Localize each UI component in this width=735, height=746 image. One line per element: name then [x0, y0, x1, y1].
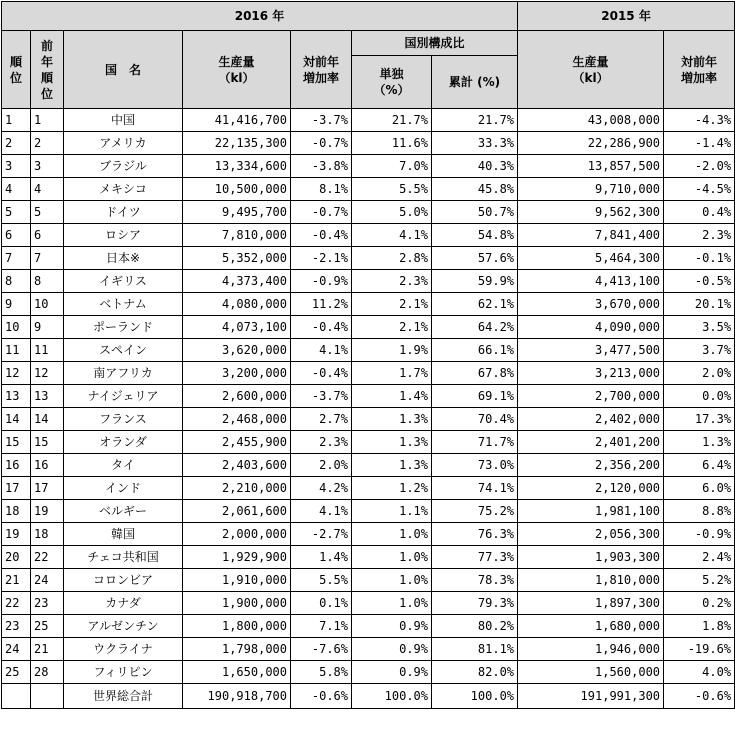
cumulative-share-cell: 70.4%: [432, 408, 518, 431]
country-name-cell: コロンビア: [64, 569, 183, 592]
single-share-cell: 1.0%: [352, 569, 432, 592]
yoy-2016-cell: 8.1%: [291, 178, 352, 201]
yoy-2016-cell: -2.1%: [291, 247, 352, 270]
cumulative-share-cell: 69.1%: [432, 385, 518, 408]
production-2015-header-label: 生産量（kl）: [572, 54, 609, 85]
country-name-cell: フランス: [64, 408, 183, 431]
yoy-2016-cell: -0.9%: [291, 270, 352, 293]
total-row: [2, 684, 735, 709]
production-2015-cell: 22,286,900: [518, 132, 664, 155]
production-2015-cell: 3,670,000: [518, 293, 664, 316]
yoy-2016-cell: 5.5%: [291, 569, 352, 592]
yoy-2016-cell: -3.7%: [291, 385, 352, 408]
yoy-2015-cell: 1.8%: [664, 615, 735, 638]
table-row: [2, 316, 735, 339]
prev-rank-cell: 19: [31, 500, 64, 523]
prev-rank-cell: 3: [31, 155, 64, 178]
yoy-2015-cell: 3.5%: [664, 316, 735, 339]
production-2015-cell: 3,213,000: [518, 362, 664, 385]
cumulative-share-cell: 79.3%: [432, 592, 518, 615]
country-name-cell: 中国: [64, 109, 183, 132]
table-row: [2, 247, 735, 270]
single-share-cell: 1.3%: [352, 408, 432, 431]
cumulative-share-cell: 64.2%: [432, 316, 518, 339]
rank-cell: 19: [2, 523, 31, 546]
production-2016-cell: 2,468,000: [183, 408, 291, 431]
yoy-2016-cell: -0.7%: [291, 201, 352, 224]
table-row: [2, 615, 735, 638]
production-2016-header-label: 生産量（kl）: [218, 54, 255, 85]
rank-cell: 10: [2, 316, 31, 339]
prev-rank-cell: 10: [31, 293, 64, 316]
rank-cell: 18: [2, 500, 31, 523]
production-2015-cell: 1,560,000: [518, 661, 664, 684]
rank-cell: 16: [2, 454, 31, 477]
production-2015-cell: 1,680,000: [518, 615, 664, 638]
rank-cell: 15: [2, 431, 31, 454]
production-2015-cell: 43,008,000: [518, 109, 664, 132]
total-cumulative-share: 100.0%: [432, 684, 518, 709]
production-2016-cell: 1,800,000: [183, 615, 291, 638]
single-share-cell: 2.1%: [352, 316, 432, 339]
country-name-cell: チェコ共和国: [64, 546, 183, 569]
production-2015-cell: 1,897,300: [518, 592, 664, 615]
country-name-cell: カナダ: [64, 592, 183, 615]
yoy-2016-cell: -2.7%: [291, 523, 352, 546]
production-2016-cell: 22,135,300: [183, 132, 291, 155]
yoy-2016-cell: 7.1%: [291, 615, 352, 638]
yoy-2015-cell: -4.3%: [664, 109, 735, 132]
prev-rank-cell: 21: [31, 638, 64, 661]
country-name-cell: インド: [64, 477, 183, 500]
production-2015-cell: 7,841,400: [518, 224, 664, 247]
yoy-2016-cell: 4.1%: [291, 500, 352, 523]
yoy-2015-cell: 2.4%: [664, 546, 735, 569]
production-2015-cell: 2,356,200: [518, 454, 664, 477]
cumulative-share-cell: 71.7%: [432, 431, 518, 454]
yoy-2015-cell: 1.3%: [664, 431, 735, 454]
production-2016-cell: 4,073,100: [183, 316, 291, 339]
yoy-2015-cell: -0.5%: [664, 270, 735, 293]
production-2016-cell: 7,810,000: [183, 224, 291, 247]
cumulative-share-cell: 82.0%: [432, 661, 518, 684]
single-share-cell: 1.0%: [352, 592, 432, 615]
table-row: [2, 224, 735, 247]
single-share-cell: 0.9%: [352, 615, 432, 638]
year-2016-header: 2016 年: [2, 2, 518, 31]
single-share-header: [352, 56, 432, 109]
production-2016-cell: 10,500,000: [183, 178, 291, 201]
cumulative-share-cell: 33.3%: [432, 132, 518, 155]
yoy-2015-cell: 8.8%: [664, 500, 735, 523]
table-row: [2, 454, 735, 477]
single-share-cell: 2.3%: [352, 270, 432, 293]
prev-rank-cell: 25: [31, 615, 64, 638]
yoy-2016-cell: 2.3%: [291, 431, 352, 454]
prev-rank-cell: 6: [31, 224, 64, 247]
yoy-2016-cell: -0.4%: [291, 224, 352, 247]
yoy-2015-cell: 2.3%: [664, 224, 735, 247]
production-2015-cell: 2,120,000: [518, 477, 664, 500]
total-production-2015: 191,991,300: [518, 684, 664, 709]
prev-rank-cell: 9: [31, 316, 64, 339]
table-body: [2, 109, 735, 684]
country-name-cell: スペイン: [64, 339, 183, 362]
table-row: [2, 155, 735, 178]
cumulative-share-cell: 54.8%: [432, 224, 518, 247]
production-2015-cell: 1,810,000: [518, 569, 664, 592]
country-name-cell: ポーランド: [64, 316, 183, 339]
prev-rank-cell: 16: [31, 454, 64, 477]
country-name-cell: ウクライナ: [64, 638, 183, 661]
country-name-cell: ベルギー: [64, 500, 183, 523]
production-2016-header: [183, 31, 291, 109]
yoy-2016-cell: -3.8%: [291, 155, 352, 178]
total-blank-rank: [2, 684, 31, 709]
prev-rank-cell: 7: [31, 247, 64, 270]
single-share-cell: 2.1%: [352, 293, 432, 316]
cumulative-share-cell: 59.9%: [432, 270, 518, 293]
table-row: [2, 546, 735, 569]
cumulative-share-header: 累計 (%): [432, 56, 518, 109]
yoy-2016-cell: -0.7%: [291, 132, 352, 155]
production-2016-cell: 2,000,000: [183, 523, 291, 546]
rank-cell: 25: [2, 661, 31, 684]
yoy-2015-header-label: 対前年増加率: [681, 54, 718, 85]
production-2016-cell: 1,798,000: [183, 638, 291, 661]
yoy-2015-cell: -2.0%: [664, 155, 735, 178]
yoy-2016-cell: -0.4%: [291, 316, 352, 339]
production-2016-cell: 5,352,000: [183, 247, 291, 270]
rank-cell: 8: [2, 270, 31, 293]
yoy-2015-cell: 3.7%: [664, 339, 735, 362]
single-share-cell: 2.8%: [352, 247, 432, 270]
single-share-cell: 5.0%: [352, 201, 432, 224]
yoy-2016-cell: 4.2%: [291, 477, 352, 500]
production-2016-cell: 2,455,900: [183, 431, 291, 454]
table-row: [2, 500, 735, 523]
production-2015-cell: 5,464,300: [518, 247, 664, 270]
cumulative-share-cell: 62.1%: [432, 293, 518, 316]
table-row: [2, 385, 735, 408]
rank-cell: 1: [2, 109, 31, 132]
table-row: [2, 178, 735, 201]
prev-rank-cell: 2: [31, 132, 64, 155]
production-2016-cell: 2,600,000: [183, 385, 291, 408]
single-share-cell: 21.7%: [352, 109, 432, 132]
production-2016-cell: 9,495,700: [183, 201, 291, 224]
single-share-cell: 1.0%: [352, 523, 432, 546]
single-share-cell: 1.4%: [352, 385, 432, 408]
yoy-2015-cell: 17.3%: [664, 408, 735, 431]
country-name-cell: ドイツ: [64, 201, 183, 224]
production-2016-cell: 13,334,600: [183, 155, 291, 178]
cumulative-share-cell: 75.2%: [432, 500, 518, 523]
single-share-cell: 7.0%: [352, 155, 432, 178]
rank-cell: 9: [2, 293, 31, 316]
country-name-cell: ナイジェリア: [64, 385, 183, 408]
rank-cell: 6: [2, 224, 31, 247]
table-row: [2, 638, 735, 661]
prev-rank-cell: 11: [31, 339, 64, 362]
table-row: [2, 201, 735, 224]
production-2015-cell: 4,090,000: [518, 316, 664, 339]
yoy-2015-cell: -0.1%: [664, 247, 735, 270]
table-row: [2, 109, 735, 132]
prev-rank-header: [31, 31, 64, 109]
rank-cell: 2: [2, 132, 31, 155]
single-share-cell: 1.1%: [352, 500, 432, 523]
cumulative-share-cell: 50.7%: [432, 201, 518, 224]
table-row: [2, 132, 735, 155]
yoy-2016-cell: 5.8%: [291, 661, 352, 684]
production-2016-cell: 4,373,400: [183, 270, 291, 293]
single-share-cell: 5.5%: [352, 178, 432, 201]
prev-rank-cell: 13: [31, 385, 64, 408]
rank-header-label: 順位: [9, 54, 22, 85]
single-share-cell: 1.9%: [352, 339, 432, 362]
prev-rank-cell: 24: [31, 569, 64, 592]
yoy-2015-cell: 6.0%: [664, 477, 735, 500]
rank-cell: 17: [2, 477, 31, 500]
yoy-2016-cell: 11.2%: [291, 293, 352, 316]
production-2016-cell: 41,416,700: [183, 109, 291, 132]
total-yoy-2016: -0.6%: [291, 684, 352, 709]
country-name-cell: オランダ: [64, 431, 183, 454]
prev-rank-cell: 5: [31, 201, 64, 224]
prev-rank-cell: 28: [31, 661, 64, 684]
prev-rank-cell: 23: [31, 592, 64, 615]
production-2016-cell: 4,080,000: [183, 293, 291, 316]
beer-production-table: [1, 1, 735, 709]
cumulative-share-cell: 67.8%: [432, 362, 518, 385]
prev-rank-cell: 12: [31, 362, 64, 385]
cumulative-share-cell: 40.3%: [432, 155, 518, 178]
rank-cell: 14: [2, 408, 31, 431]
yoy-2015-cell: -4.5%: [664, 178, 735, 201]
table-row: [2, 661, 735, 684]
production-2016-cell: 1,900,000: [183, 592, 291, 615]
production-2015-cell: 3,477,500: [518, 339, 664, 362]
single-share-cell: 11.6%: [352, 132, 432, 155]
prev-rank-cell: 17: [31, 477, 64, 500]
table-row: [2, 293, 735, 316]
production-2015-cell: 4,413,100: [518, 270, 664, 293]
production-2016-cell: 2,210,000: [183, 477, 291, 500]
production-2015-cell: 2,700,000: [518, 385, 664, 408]
production-2016-cell: 1,650,000: [183, 661, 291, 684]
table-row: [2, 592, 735, 615]
table-row: [2, 477, 735, 500]
prev-rank-cell: 1: [31, 109, 64, 132]
production-2016-cell: 1,910,000: [183, 569, 291, 592]
yoy-2016-cell: -0.4%: [291, 362, 352, 385]
yoy-2016-cell: 1.4%: [291, 546, 352, 569]
composition-header: 国別構成比: [352, 31, 518, 56]
cumulative-share-cell: 78.3%: [432, 569, 518, 592]
yoy-2015-header: [664, 31, 735, 109]
rank-cell: 7: [2, 247, 31, 270]
table-row: [2, 270, 735, 293]
rank-cell: 4: [2, 178, 31, 201]
country-name-cell: イギリス: [64, 270, 183, 293]
country-name-cell: メキシコ: [64, 178, 183, 201]
production-2015-cell: 1,903,300: [518, 546, 664, 569]
yoy-2016-cell: 0.1%: [291, 592, 352, 615]
country-name-cell: ロシア: [64, 224, 183, 247]
yoy-2015-cell: 4.0%: [664, 661, 735, 684]
production-2015-cell: 2,401,200: [518, 431, 664, 454]
production-2015-cell: 9,710,000: [518, 178, 664, 201]
production-2015-cell: 2,056,300: [518, 523, 664, 546]
table-row: [2, 569, 735, 592]
single-share-cell: 0.9%: [352, 661, 432, 684]
cumulative-share-cell: 77.3%: [432, 546, 518, 569]
country-name-cell: 日本※: [64, 247, 183, 270]
production-2016-cell: 2,403,600: [183, 454, 291, 477]
single-share-cell: 1.3%: [352, 431, 432, 454]
rank-cell: 13: [2, 385, 31, 408]
country-name-cell: アルゼンチン: [64, 615, 183, 638]
cumulative-share-cell: 81.1%: [432, 638, 518, 661]
yoy-2016-cell: 2.0%: [291, 454, 352, 477]
cumulative-share-cell: 73.0%: [432, 454, 518, 477]
prev-rank-cell: 14: [31, 408, 64, 431]
prev-rank-cell: 22: [31, 546, 64, 569]
single-share-header-label: 単独（%）: [373, 67, 410, 97]
table-row: [2, 339, 735, 362]
production-2015-cell: 1,981,100: [518, 500, 664, 523]
production-2016-cell: 2,061,600: [183, 500, 291, 523]
year-2015-header: 2015 年: [518, 2, 735, 31]
yoy-2015-cell: 5.2%: [664, 569, 735, 592]
total-production-2016: 190,918,700: [183, 684, 291, 709]
country-name-cell: 韓国: [64, 523, 183, 546]
production-2015-header: [518, 31, 664, 109]
yoy-2015-cell: 6.4%: [664, 454, 735, 477]
country-name-cell: ベトナム: [64, 293, 183, 316]
yoy-2015-cell: -1.4%: [664, 132, 735, 155]
rank-cell: 24: [2, 638, 31, 661]
yoy-2015-cell: 0.4%: [664, 201, 735, 224]
single-share-cell: 4.1%: [352, 224, 432, 247]
rank-cell: 3: [2, 155, 31, 178]
rank-cell: 23: [2, 615, 31, 638]
rank-header: [2, 31, 31, 109]
prev-rank-cell: 15: [31, 431, 64, 454]
prev-rank-cell: 8: [31, 270, 64, 293]
rank-cell: 5: [2, 201, 31, 224]
cumulative-share-cell: 66.1%: [432, 339, 518, 362]
production-2015-cell: 1,946,000: [518, 638, 664, 661]
cumulative-share-cell: 45.8%: [432, 178, 518, 201]
country-name-cell: 南アフリカ: [64, 362, 183, 385]
country-name-cell: ブラジル: [64, 155, 183, 178]
yoy-2016-header-label: 対前年増加率: [302, 54, 339, 85]
single-share-cell: 1.7%: [352, 362, 432, 385]
yoy-2016-cell: 4.1%: [291, 339, 352, 362]
rank-cell: 21: [2, 569, 31, 592]
yoy-2015-cell: -0.9%: [664, 523, 735, 546]
rank-cell: 20: [2, 546, 31, 569]
rank-cell: 22: [2, 592, 31, 615]
country-name-cell: タイ: [64, 454, 183, 477]
table-row: [2, 362, 735, 385]
production-2016-cell: 3,200,000: [183, 362, 291, 385]
country-name-cell: アメリカ: [64, 132, 183, 155]
cumulative-share-cell: 57.6%: [432, 247, 518, 270]
single-share-cell: 1.0%: [352, 546, 432, 569]
cumulative-share-cell: 74.1%: [432, 477, 518, 500]
cumulative-share-cell: 80.2%: [432, 615, 518, 638]
prev-rank-header-label: 前年順位: [40, 38, 53, 101]
single-share-cell: 0.9%: [352, 638, 432, 661]
prev-rank-cell: 4: [31, 178, 64, 201]
yoy-2015-cell: 0.0%: [664, 385, 735, 408]
production-2015-cell: 9,562,300: [518, 201, 664, 224]
total-yoy-2015: -0.6%: [664, 684, 735, 709]
total-blank-prev: [31, 684, 64, 709]
total-single-share: 100.0%: [352, 684, 432, 709]
table-row: [2, 431, 735, 454]
yoy-2016-cell: 2.7%: [291, 408, 352, 431]
production-2016-cell: 1,929,900: [183, 546, 291, 569]
yoy-2016-cell: -7.6%: [291, 638, 352, 661]
rank-cell: 11: [2, 339, 31, 362]
single-share-cell: 1.3%: [352, 454, 432, 477]
yoy-2015-cell: 2.0%: [664, 362, 735, 385]
total-label: 世界総合計: [64, 684, 183, 709]
country-name-cell: フィリピン: [64, 661, 183, 684]
yoy-2015-cell: -19.6%: [664, 638, 735, 661]
prev-rank-cell: 18: [31, 523, 64, 546]
rank-cell: 12: [2, 362, 31, 385]
cumulative-share-cell: 21.7%: [432, 109, 518, 132]
production-2016-cell: 3,620,000: [183, 339, 291, 362]
cumulative-share-cell: 76.3%: [432, 523, 518, 546]
yoy-2016-header: [291, 31, 352, 109]
single-share-cell: 1.2%: [352, 477, 432, 500]
production-2015-cell: 2,402,000: [518, 408, 664, 431]
table-row: [2, 408, 735, 431]
yoy-2015-cell: 20.1%: [664, 293, 735, 316]
yoy-2016-cell: -3.7%: [291, 109, 352, 132]
country-header: 国 名: [64, 31, 183, 109]
table-row: [2, 523, 735, 546]
production-2015-cell: 13,857,500: [518, 155, 664, 178]
yoy-2015-cell: 0.2%: [664, 592, 735, 615]
